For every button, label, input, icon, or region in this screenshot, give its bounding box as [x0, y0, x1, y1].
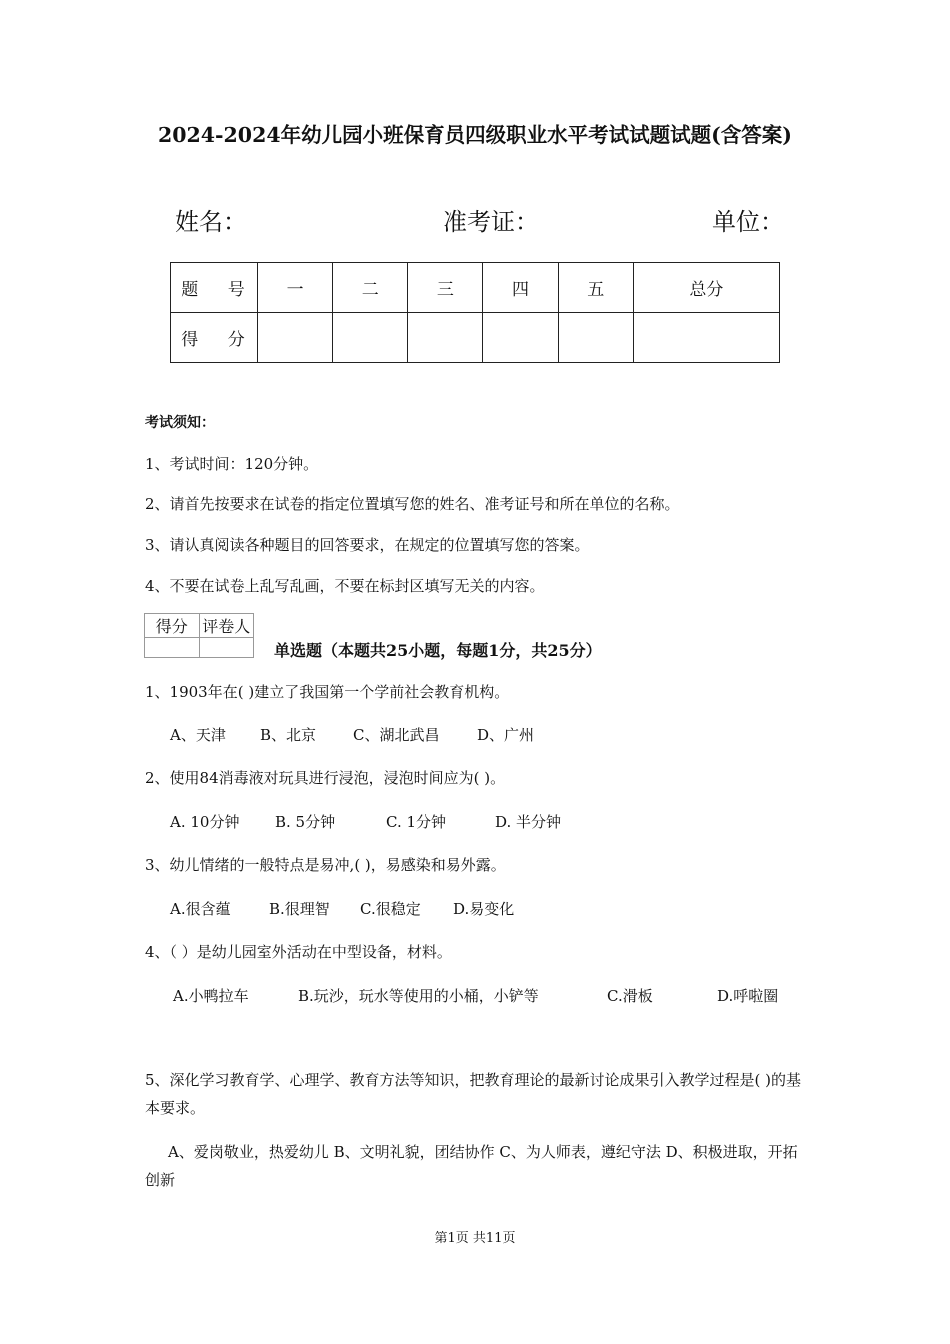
option: C. 1分钟 [386, 813, 447, 831]
option: D、广州 [477, 726, 535, 744]
exam-id-field-label: 准考证： [443, 208, 539, 236]
question-options [170, 898, 770, 920]
score-input-cell[interactable] [633, 313, 779, 363]
score-table-cell: 五 [558, 263, 633, 313]
score-table-cell: 三 [408, 263, 483, 313]
score-table-cell: 一 [258, 263, 333, 313]
question-options [170, 724, 770, 746]
question-stem: 1、1903年在( )建立了我国第一个学前社会教育机构。 [145, 683, 510, 701]
question-options [170, 811, 770, 833]
option: B. 5分钟 [275, 813, 336, 831]
question-stem: 2、使用84消毒液对玩具进行浸泡，浸泡时间应为( )。 [145, 769, 506, 787]
score-input-cell[interactable] [483, 313, 558, 363]
page-footer: 第1页 共11页 [434, 1231, 516, 1246]
option: B.很理智 [269, 900, 330, 918]
score-table [170, 262, 780, 363]
notice-item: 1、考试时间：120分钟。 [145, 455, 319, 473]
question-stem: 3、幼儿情绪的一般特点是易冲,( )，易感染和易外露。 [145, 856, 506, 874]
notice-heading: 考试须知： [145, 415, 215, 431]
score-row-label: 得 分 [171, 313, 258, 363]
option: D. 半分钟 [495, 813, 562, 831]
question-stem: 4、（ ）是幼儿园室外活动在中型设备，材料。 [145, 943, 452, 961]
score-input-cell[interactable] [258, 313, 333, 363]
score-table-cell: 二 [333, 263, 408, 313]
grader-score-label: 得分 [145, 614, 200, 638]
grader-reviewer-label: 评卷人 [199, 614, 254, 638]
option: A. 10分钟 [170, 813, 240, 831]
score-table-cell: 总分 [633, 263, 779, 313]
question-options: A、爱岗敬业，热爱幼儿 B、文明礼貌，团结协作 C、为人师表，遵纪守法 D、积极进取，开拓创新 [145, 1143, 798, 1189]
notice-item: 3、请认真阅读各种题目的回答要求，在规定的位置填写您的答案。 [145, 536, 590, 554]
question-stem: 5、深化学习教育学、心理学、教育方法等知识，把教育理论的最新讨论成果引入教学过程是( )的基本要求。 [145, 1071, 802, 1117]
name-field-label: 姓名： [175, 208, 247, 236]
score-table-score-row [171, 313, 780, 363]
option: D.呼啦圈 [717, 987, 779, 1005]
grader-box [144, 613, 254, 658]
score-input-cell[interactable] [558, 313, 633, 363]
section-title: 单选题（本题共25小题，每题1分，共25分） [274, 641, 602, 660]
candidate-fields [175, 202, 785, 242]
option: C.很稳定 [360, 900, 421, 918]
score-table-header-row [171, 263, 780, 313]
option: B.玩沙，玩水等使用的小桶，小铲等 [298, 987, 539, 1005]
option: B、北京 [260, 726, 317, 744]
option: A.很含蕴 [170, 900, 231, 918]
score-input-cell[interactable] [333, 313, 408, 363]
unit-field-label: 单位： [712, 208, 784, 236]
notice-item: 4、不要在试卷上乱写乱画，不要在标封区填写无关的内容。 [145, 577, 545, 595]
score-input-cell[interactable] [408, 313, 483, 363]
option: D.易变化 [453, 900, 515, 918]
question-options [170, 985, 800, 1007]
option: C、湖北武昌 [353, 726, 440, 744]
option: A、天津 [170, 726, 226, 744]
grader-reviewer-cell[interactable] [199, 638, 254, 658]
score-table-cell: 四 [483, 263, 558, 313]
option: A.小鸭拉车 [173, 987, 249, 1005]
notice-item: 2、请首先按要求在试卷的指定位置填写您的姓名、准考证号和所在单位的名称。 [145, 495, 680, 513]
document-title: 2024-2024年幼儿园小班保育员四级职业水平考试试题试题(含答案) [157, 123, 793, 147]
grader-score-cell[interactable] [145, 638, 200, 658]
score-table-cell: 题 号 [171, 263, 258, 313]
option: C.滑板 [607, 987, 653, 1005]
